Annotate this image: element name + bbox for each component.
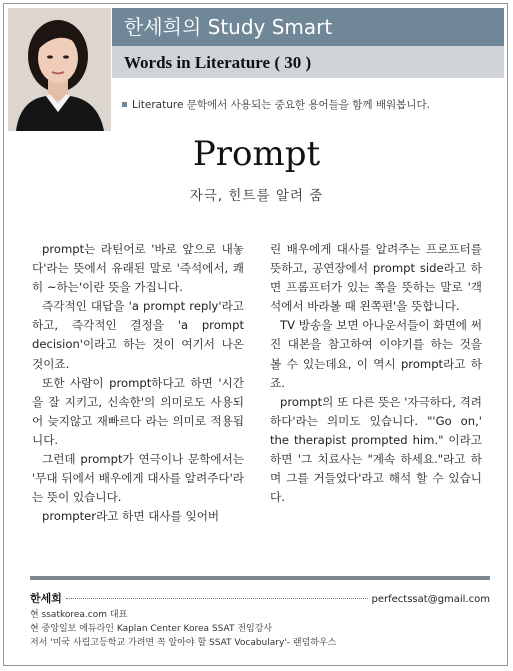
author-line: [30, 590, 490, 606]
paragraph: prompt의 또 다른 뜻은 '자극하다, 격려하다'라는 의미도 있습니다. "'Go on,' the therapist prompted him." 이라고 하면 '그 치료사는 "계속 하세요."라고 하며 그를 거들었다'라고 해석 할 수 있습니다.: [270, 394, 482, 505]
paragraph: prompter라고 하면 대사를 잊어버: [42, 509, 220, 524]
column-title: Words in Literature ( 30 ): [112, 46, 504, 78]
bio-line: 저서 '미국 사립고등학교 가려면 꼭 알아야 할 SSAT Vocabulary'- 랜덤하우스: [30, 638, 337, 648]
author-name: 한세희: [30, 592, 62, 605]
author-bio: [30, 608, 336, 650]
dotted-leader: [66, 598, 368, 599]
intro-line: [122, 97, 430, 112]
paragraph: 그런데 prompt가 연극이나 문학에서는 '무대 뒤에서 배우에게 대사를 알려주다'라는 뜻이 있습니다.: [32, 452, 244, 505]
article-column-right: [270, 240, 482, 507]
intro-text: Literature 문학에서 사용되는 중요한 용어들을 함께 배워봅니다.: [132, 99, 430, 111]
footer-divider: [30, 576, 490, 580]
article-column-left: [32, 240, 244, 526]
article-subtitle: 자극, 힌트를 알려 줌: [189, 188, 324, 204]
author-photo: [8, 8, 111, 131]
article-title: Prompt: [192, 134, 321, 174]
bio-line: 현 ssatkorea.com 대표: [30, 610, 128, 620]
author-email[interactable]: perfectssat@gmail.com: [371, 594, 490, 605]
bio-line: 현 중앙일보 에듀라인 Kaplan Center Korea SSAT 전임강사: [30, 624, 273, 634]
paragraph: 즉각적인 대답을 'a prompt reply'라고 하고, 즉각적인 결정을 'a prompt decision'이라고 하는 것이 여기서 나온 것이죠.: [32, 299, 244, 371]
paragraph: 린 배우에게 대사를 알려주는 프로프터를 뜻하고, 공연장에서 prompt side라고 하면 프롬프터가 있는 쪽을 뜻하는 말로 '객석에서 바라볼 때 왼쪽편'을 뜻합니다.: [270, 242, 482, 314]
bullet-square-icon: [122, 102, 127, 107]
paragraph: 또한 사람이 prompt하다고 하면 '시간을 잘 지키고, 신속한'의 의미로도 사용되어 늦지않고 재빠르다 라는 의미로 적용됩니다.: [32, 375, 244, 447]
article-frame: [3, 3, 508, 666]
series-title: 한세희의 Study Smart: [112, 8, 504, 46]
paragraph: TV 방송을 보면 아나운서들이 화면에 써진 대본을 참고하여 이야기를 하는 것을 볼 수 있는데요, 이 역시 prompt라고 하죠.: [270, 318, 482, 390]
paragraph: prompt는 라틴어로 '바로 앞으로 내놓다'라는 뜻에서 유래된 말로 '즉석에서, 쾌히 ~하는'이란 뜻을 가집니다.: [32, 242, 244, 295]
